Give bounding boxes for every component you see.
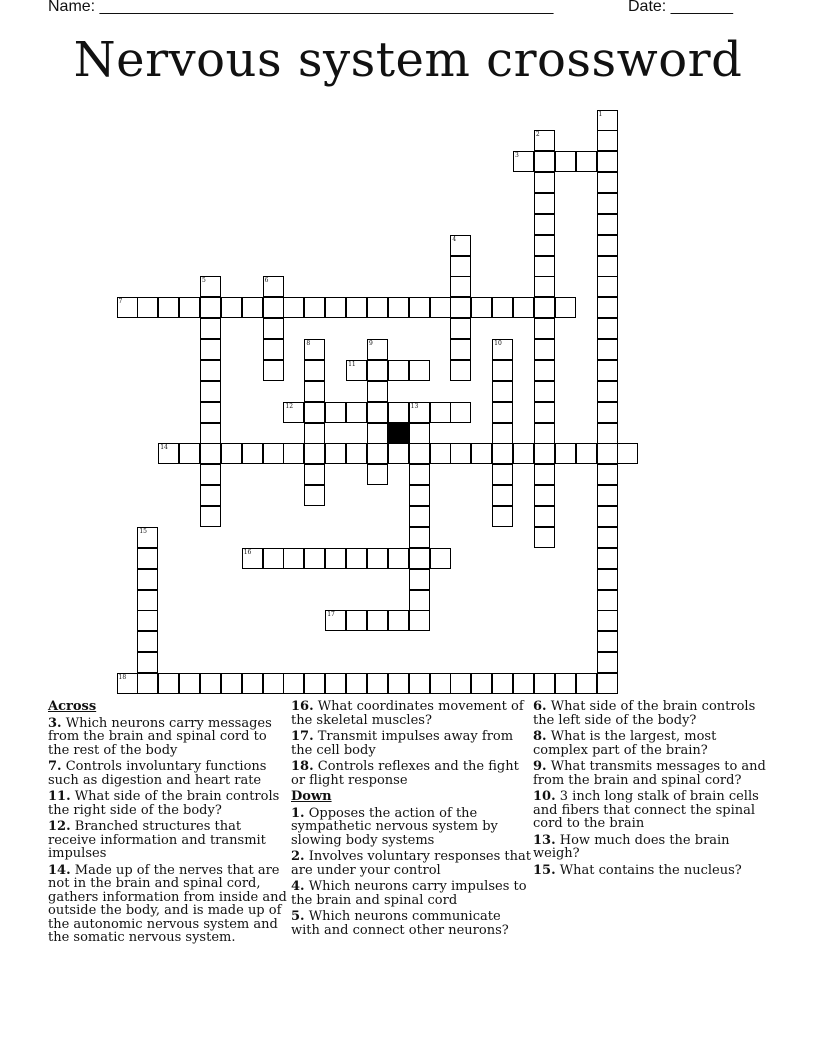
grid-cell[interactable] [242,443,263,464]
grid-cell[interactable] [430,402,451,423]
grid-cell[interactable] [388,360,409,381]
grid-cell[interactable] [388,402,409,423]
grid-cell[interactable] [597,610,618,631]
grid-cell[interactable] [597,276,618,297]
grid-cell[interactable] [492,443,513,464]
grid-cell[interactable] [534,214,555,235]
grid-cell[interactable] [534,423,555,444]
grid-cell[interactable] [534,485,555,506]
grid-cell[interactable] [346,360,367,381]
grid-cell[interactable] [597,402,618,423]
grid-cell[interactable] [597,193,618,214]
grid-cell[interactable] [534,464,555,485]
grid-cell[interactable] [346,443,367,464]
down-heading: Down [291,789,332,804]
clue-across: 14. Made up of the nerves that are not in the brain and spinal cord, gathers information from inside and outside the body, and is made up of the autonomic nervous system and the somatic nervous system. [48,862,287,945]
grid-cell[interactable] [304,423,325,444]
grid-cell[interactable] [137,610,158,631]
grid-cell[interactable] [367,339,388,360]
grid-cell[interactable] [534,297,555,318]
clue-number-label: 14 [160,444,168,452]
grid-cell[interactable] [409,673,430,694]
grid-cell[interactable] [158,673,179,694]
grid-cell[interactable] [409,485,430,506]
clue-down: 2. Involves voluntary responses that are under your control [291,849,531,878]
grid-cell[interactable] [450,360,471,381]
grid-cell[interactable] [597,590,618,611]
grid-cell[interactable] [450,318,471,339]
grid-cell[interactable] [597,443,618,464]
grid-cell[interactable] [409,443,430,464]
grid-cell[interactable] [555,151,576,172]
grid-cell[interactable] [409,527,430,548]
grid-cell[interactable] [597,527,618,548]
grid-cell[interactable] [597,673,618,694]
clue-number-label: 13 [410,402,419,410]
grid-cell[interactable] [263,318,284,339]
grid-cell[interactable] [492,423,513,444]
grid-cell[interactable] [263,297,284,318]
grid-cell[interactable] [137,652,158,673]
grid-cell[interactable] [367,360,388,381]
clue-across: 17. Transmit impulses away from the cell body [291,729,514,758]
grid-cell[interactable] [597,297,618,318]
grid-cell[interactable] [283,548,304,569]
across-heading: Across [48,699,97,714]
grid-cell[interactable] [492,402,513,423]
grid-cell[interactable] [597,506,618,527]
grid-cell[interactable] [409,464,430,485]
grid-cell[interactable] [263,339,284,360]
grid-cell[interactable] [597,548,618,569]
clue-across: 18. Controls reflexes and the fight or flight response [291,759,519,788]
grid-cell[interactable] [325,673,346,694]
grid-cell[interactable] [430,548,451,569]
grid-cell[interactable] [325,402,346,423]
grid-cell[interactable] [409,297,430,318]
grid-cell[interactable] [179,443,200,464]
grid-cell[interactable] [492,339,513,360]
grid-cell[interactable] [137,590,158,611]
grid-black-cell [388,423,409,444]
grid-cell[interactable] [534,235,555,256]
grid-cell[interactable] [492,360,513,381]
grid-cell[interactable] [304,673,325,694]
grid-cell[interactable] [534,527,555,548]
grid-cell[interactable] [242,297,263,318]
grid-cell[interactable] [597,110,618,131]
grid-cell[interactable] [513,297,534,318]
grid-cell[interactable] [242,548,263,569]
grid-cell[interactable] [158,443,179,464]
clue-down: 5. Which neurons communicate with and connect other neurons? [291,909,509,938]
grid-cell[interactable] [346,610,367,631]
grid-cell[interactable] [137,297,158,318]
grid-cell[interactable] [597,652,618,673]
grid-cell[interactable] [137,548,158,569]
grid-cell[interactable] [492,297,513,318]
grid-cell[interactable] [576,673,597,694]
grid-cell[interactable] [513,673,534,694]
clue-number-label: 12 [285,402,294,410]
grid-cell[interactable] [617,443,638,464]
grid-cell[interactable] [283,297,304,318]
clue-number-label: 16 [243,548,252,556]
grid-cell[interactable] [409,402,430,423]
grid-cell[interactable] [325,443,346,464]
grid-cell[interactable] [263,673,284,694]
clue-number-label: 6 [264,277,269,285]
grid-cell[interactable] [534,339,555,360]
grid-cell[interactable] [304,297,325,318]
clue-across: 7. Controls involuntary functions such as digestion and heart rate [48,759,267,788]
grid-cell[interactable] [200,673,221,694]
grid-cell[interactable] [534,673,555,694]
grid-cell[interactable] [534,402,555,423]
grid-cell[interactable] [283,443,304,464]
grid-cell[interactable] [597,130,618,151]
grid-cell[interactable] [117,297,138,318]
grid-cell[interactable] [304,402,325,423]
grid-cell[interactable] [597,569,618,590]
grid-cell[interactable] [534,256,555,277]
clue-across: 3. Which neurons carry messages from the brain and spinal cord to the rest of the body [48,715,272,758]
date-field-label: Date: _______ [628,0,733,15]
grid-cell[interactable] [283,402,304,423]
grid-cell[interactable] [492,381,513,402]
grid-cell[interactable] [367,443,388,464]
grid-cell[interactable] [200,360,221,381]
grid-cell[interactable] [534,381,555,402]
grid-cell[interactable] [597,423,618,444]
grid-cell[interactable] [158,297,179,318]
clue-down: 10. 3 inch long stalk of brain cells and fibers that connect the spinal cord to the brain [533,789,759,831]
grid-cell[interactable] [325,548,346,569]
grid-cell[interactable] [263,548,284,569]
grid-cell[interactable] [471,673,492,694]
grid-cell[interactable] [346,402,367,423]
name-field-label: Name: ___________________________________________________ [48,0,554,15]
grid-cell[interactable] [200,443,221,464]
grid-cell[interactable] [367,381,388,402]
clue-number-label: 10 [494,340,502,348]
grid-cell[interactable] [534,360,555,381]
clue-across: 12. Branched structures that receive information and transmit impulses [48,819,266,861]
grid-cell[interactable] [597,485,618,506]
grid-cell[interactable] [325,297,346,318]
clue-number-label: 2 [535,131,540,139]
grid-cell[interactable] [304,360,325,381]
grid-cell[interactable] [137,569,158,590]
grid-cell[interactable] [304,485,325,506]
grid-cell[interactable] [534,276,555,297]
grid-cell[interactable] [388,297,409,318]
grid-cell[interactable] [304,548,325,569]
grid-cell[interactable] [200,339,221,360]
grid-cell[interactable] [534,172,555,193]
grid-cell[interactable] [367,423,388,444]
grid-cell[interactable] [346,673,367,694]
grid-cell[interactable] [409,506,430,527]
grid-cell[interactable] [388,610,409,631]
grid-cell[interactable] [513,443,534,464]
clues-column-3 [533,700,773,880]
grid-cell[interactable] [597,631,618,652]
clue-down: 13. How much does the brain weigh? [533,832,730,861]
grid-cell[interactable] [179,297,200,318]
clue-across: 11. What side of the brain controls the right side of the body? [48,789,280,818]
grid-cell[interactable] [555,673,576,694]
clue-across: 16. What coordinates movement of the skeletal muscles? [291,699,524,728]
clue-number-label: 4 [452,235,457,243]
grid-cell[interactable] [367,297,388,318]
grid-cell[interactable] [388,673,409,694]
grid-cell[interactable] [597,151,618,172]
clue-down: 9. What transmits messages to and from the brain and spinal cord? [533,759,766,788]
grid-cell[interactable] [534,193,555,214]
grid-cell[interactable] [367,548,388,569]
grid-cell[interactable] [597,339,618,360]
grid-cell[interactable] [304,339,325,360]
grid-cell[interactable] [492,485,513,506]
grid-cell[interactable] [200,423,221,444]
clue-number-label: 9 [368,340,373,348]
grid-cell[interactable] [597,464,618,485]
clue-down: 15. What contains the nucleus? [533,862,742,878]
grid-cell[interactable] [367,673,388,694]
grid-cell[interactable] [471,443,492,464]
grid-cell[interactable] [471,297,492,318]
grid-cell[interactable] [492,673,513,694]
clue-number-label: 1 [598,110,603,118]
grid-cell[interactable] [450,276,471,297]
grid-cell[interactable] [221,443,242,464]
grid-cell[interactable] [346,548,367,569]
grid-cell[interactable] [534,318,555,339]
grid-cell[interactable] [200,276,221,297]
grid-cell[interactable] [534,443,555,464]
grid-cell[interactable] [450,297,471,318]
grid-cell[interactable] [409,360,430,381]
clue-number-label: 17 [327,611,335,619]
clue-number-label: 11 [348,360,356,368]
grid-cell[interactable] [450,443,471,464]
page-title: Nervous system crossword [73,32,743,88]
grid-cell[interactable] [367,610,388,631]
grid-cell[interactable] [137,527,158,548]
clues-column-2 [291,700,531,940]
grid-cell[interactable] [576,151,597,172]
grid-cell[interactable] [450,673,471,694]
grid-cell[interactable] [367,464,388,485]
grid-cell[interactable] [597,235,618,256]
clue-down: 4. Which neurons carry impulses to the brain and spinal cord [291,879,527,908]
grid-cell[interactable] [117,673,138,694]
grid-cell[interactable] [283,673,304,694]
grid-cell[interactable] [430,297,451,318]
grid-cell[interactable] [409,569,430,590]
clue-number-label: 18 [118,673,127,681]
grid-cell[interactable] [304,443,325,464]
grid-cell[interactable] [346,297,367,318]
grid-cell[interactable] [450,402,471,423]
grid-cell[interactable] [409,423,430,444]
grid-cell[interactable] [304,464,325,485]
clue-down: 1. Opposes the action of the sympathetic nervous system by slowing body systems [291,805,498,848]
grid-cell[interactable] [597,360,618,381]
clue-number-label: 15 [139,527,147,535]
grid-cell[interactable] [597,172,618,193]
grid-cell[interactable] [534,130,555,151]
grid-cell[interactable] [200,485,221,506]
grid-cell[interactable] [242,673,263,694]
clue-number-label: 7 [118,298,123,306]
grid-cell[interactable] [430,673,451,694]
grid-cell[interactable] [597,214,618,235]
grid-cell[interactable] [200,381,221,402]
grid-cell[interactable] [263,360,284,381]
grid-cell[interactable] [200,318,221,339]
grid-cell[interactable] [304,381,325,402]
grid-cell[interactable] [200,297,221,318]
clue-number-label: 3 [515,152,519,160]
clue-down: 8. What is the largest, most complex part of the brain? [533,729,717,758]
grid-cell[interactable] [388,548,409,569]
grid-cell[interactable] [221,673,242,694]
grid-cell[interactable] [367,402,388,423]
grid-cell[interactable] [137,631,158,652]
grid-cell[interactable] [513,151,534,172]
grid-cell[interactable] [409,610,430,631]
clue-down: 6. What side of the brain controls the left side of the body? [533,699,756,728]
clue-number-label: 8 [306,340,311,348]
grid-cell[interactable] [325,610,346,631]
grid-cell[interactable] [597,381,618,402]
grid-cell[interactable] [430,443,451,464]
clues-column-1 [48,700,288,948]
grid-cell[interactable] [492,464,513,485]
grid-cell[interactable] [450,256,471,277]
grid-cell[interactable] [221,297,242,318]
grid-cell[interactable] [409,590,430,611]
grid-cell[interactable] [200,402,221,423]
grid-cell[interactable] [555,297,576,318]
grid-cell[interactable] [555,443,576,464]
grid-cell[interactable] [200,506,221,527]
grid-cell[interactable] [492,506,513,527]
grid-cell[interactable] [263,276,284,297]
grid-cell[interactable] [137,673,158,694]
grid-cell[interactable] [200,464,221,485]
grid-cell[interactable] [534,506,555,527]
grid-cell[interactable] [597,318,618,339]
grid-cell[interactable] [388,443,409,464]
grid-cell[interactable] [179,673,200,694]
grid-cell[interactable] [263,443,284,464]
grid-cell[interactable] [409,548,430,569]
clue-number-label: 5 [201,277,206,285]
grid-cell[interactable] [576,443,597,464]
grid-cell[interactable] [450,235,471,256]
grid-cell[interactable] [534,151,555,172]
grid-cell[interactable] [450,339,471,360]
grid-cell[interactable] [597,256,618,277]
